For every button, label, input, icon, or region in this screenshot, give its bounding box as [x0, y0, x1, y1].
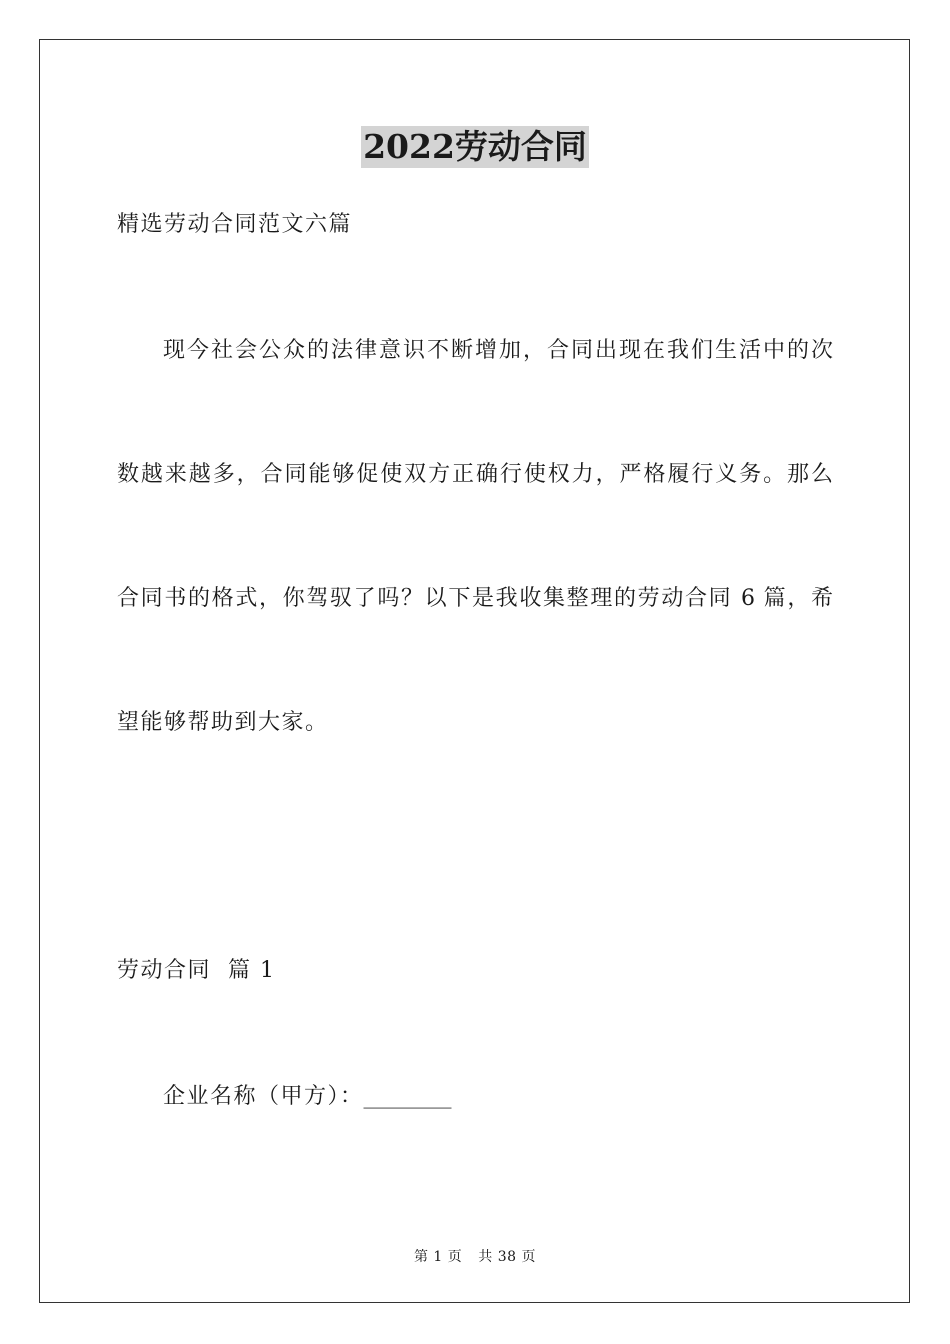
intro-line-1: 现今社会公众的法律意识不断增加，合同出现在我们生活中的次 — [163, 338, 833, 363]
footer-page-total: 共 38 页 — [478, 1249, 537, 1265]
footer-page-current: 第 1 页 — [413, 1249, 463, 1265]
intro-line-2: 数越来越多，合同能够促使双方正确行使权力，严格履行义务。那么 — [117, 462, 833, 487]
section-heading: 劳动合同 篇 1 — [117, 958, 276, 983]
intro-line-4: 望能够帮助到大家。 — [117, 710, 329, 735]
company-name-label: 企业名称（甲方）： — [163, 1084, 364, 1109]
title-wrap — [0, 126, 950, 168]
company-name-blank: ________ — [363, 1084, 452, 1109]
document-title: 2022劳动合同 — [363, 127, 587, 166]
page-footer — [0, 1248, 950, 1266]
intro-line-3: 合同书的格式，你驾驭了吗？以下是我收集整理的劳动合同 6 篇，希 — [117, 586, 833, 611]
document-subtitle: 精选劳动合同范文六篇 — [117, 212, 353, 237]
company-name-field — [163, 1083, 452, 1111]
